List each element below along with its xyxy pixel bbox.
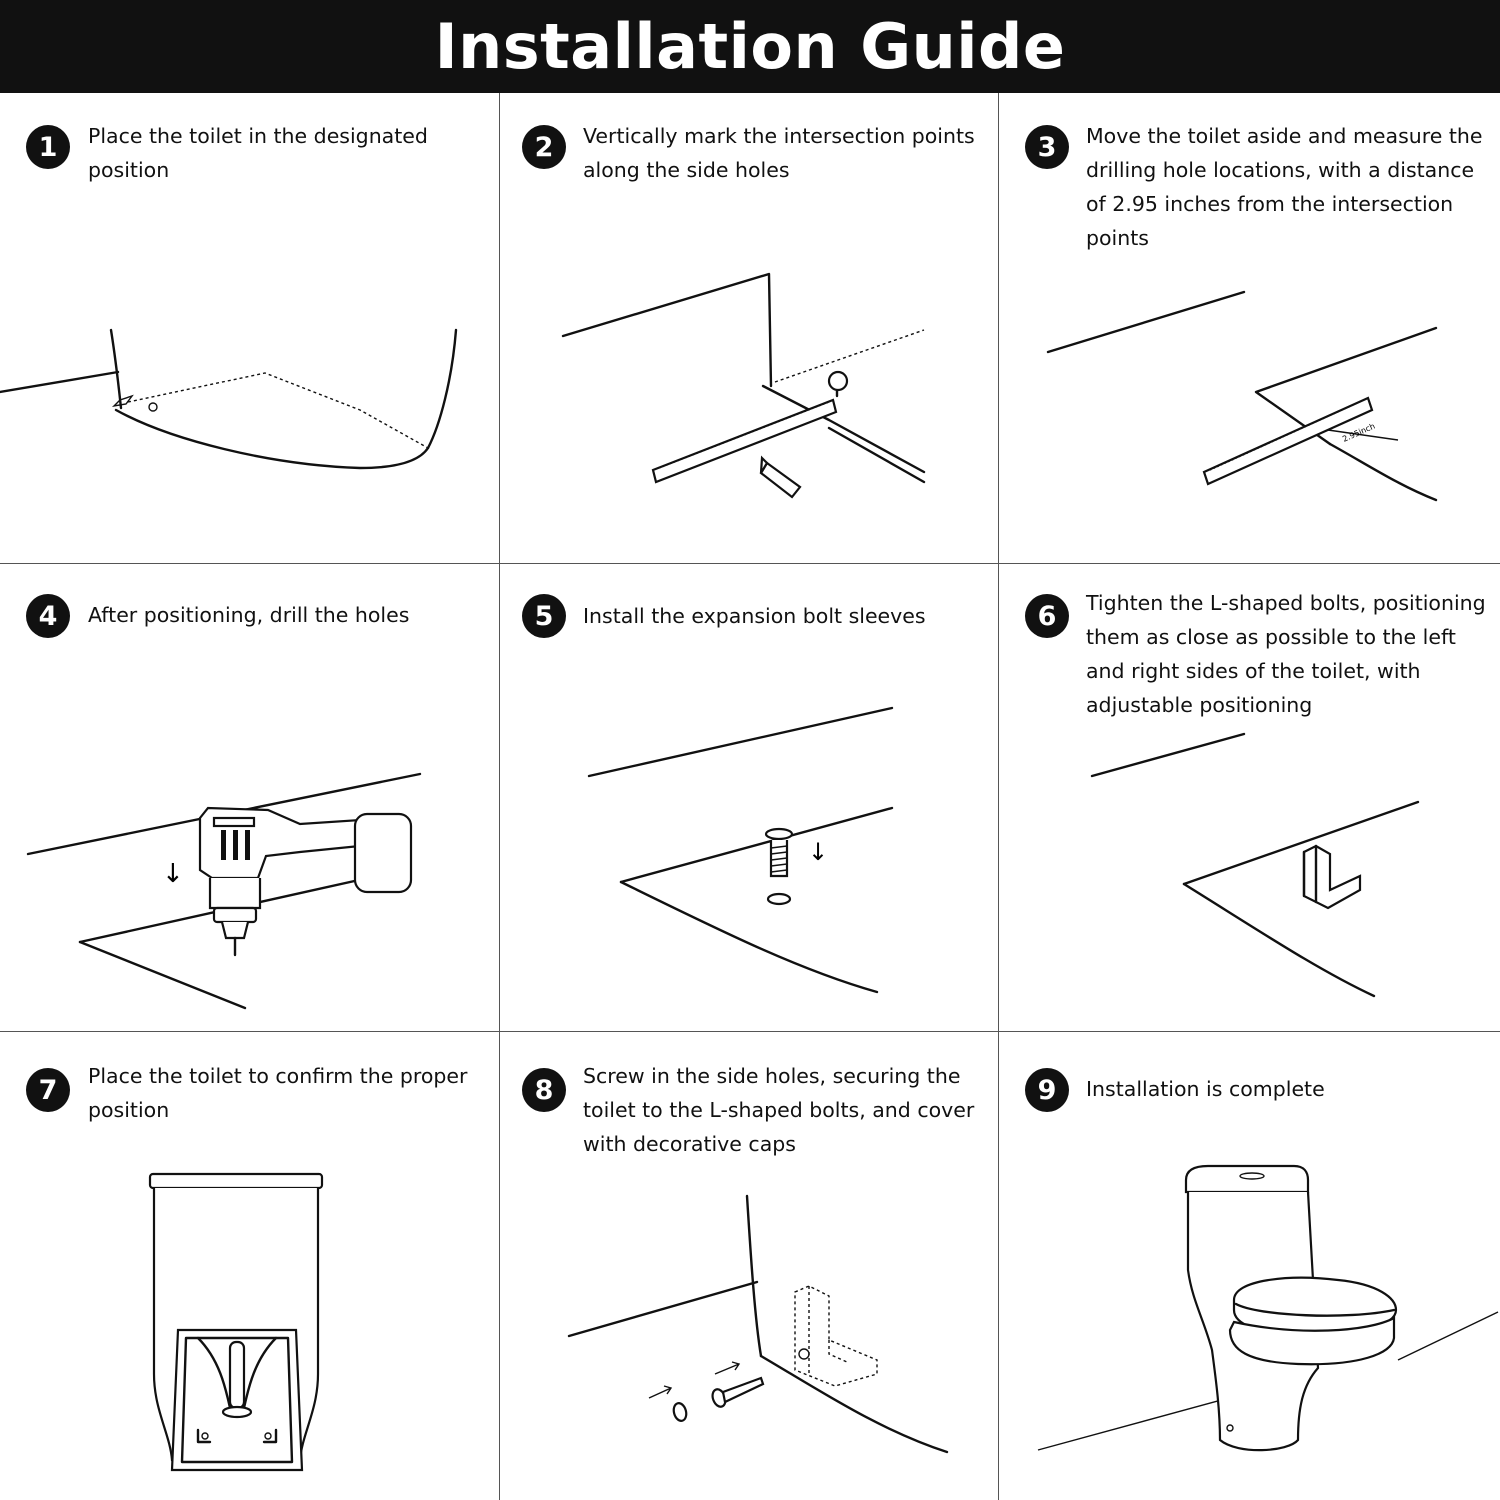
page-title: Installation Guide [434, 10, 1066, 83]
step-3-number-badge: 3 [1025, 125, 1069, 169]
step-7-number-badge: 7 [26, 1068, 70, 1112]
step-4-number-badge: 4 [26, 594, 70, 638]
step-9-text: Installation is complete [1086, 1077, 1325, 1101]
l-bracket-dashed-icon [795, 1286, 877, 1386]
step-1-text: Place the toilet in the designated position [88, 124, 428, 182]
ruler-icon [653, 400, 836, 482]
ruler-measure-label: 2.95inch [1341, 421, 1377, 444]
grid-divider-horizontal-2 [0, 1031, 1500, 1032]
toilet-complete-icon [1186, 1166, 1396, 1450]
step-8-illustration [499, 1180, 998, 1480]
step-3-text: Move the toilet aside and measure the drilling hole locations, with a distance of 2.95 inches from the intersection points [1086, 124, 1483, 250]
step-6-number-badge: 6 [1025, 594, 1069, 638]
header-bar [0, 0, 1500, 93]
drill-icon [200, 808, 411, 955]
step-6-illustration [998, 720, 1500, 1010]
step-5-illustration [499, 700, 998, 1000]
grid-divider-horizontal-1 [0, 563, 1500, 564]
down-arrow-icon: ↓ [808, 838, 829, 866]
step-6-text: Tighten the L-shaped bolts, positioning them as close as possible to the left and right sides of the toilet, with adjustable positioning [1086, 591, 1486, 717]
step-2-illustration [499, 260, 998, 520]
step-1-number-badge: 1 [26, 125, 70, 169]
toilet-back-view-icon [150, 1174, 322, 1470]
expansion-sleeve-icon [766, 829, 792, 876]
step-4-text: After positioning, drill the holes [88, 603, 410, 627]
step-5-text: Install the expansion bolt sleeves [583, 604, 926, 628]
step-4-illustration [0, 760, 499, 1020]
step-9-number-badge: 9 [1025, 1068, 1069, 1112]
screw-icon [710, 1378, 763, 1409]
pencil-icon [761, 458, 800, 497]
step-1-illustration [0, 300, 499, 500]
step-7-text: Place the toilet to confirm the proper position [88, 1064, 468, 1122]
step-7-illustration [0, 1160, 499, 1490]
step-3-illustration [998, 280, 1500, 520]
down-arrow-icon: ↓ [162, 859, 184, 889]
decorative-cap-icon [672, 1402, 688, 1422]
step-2-text: Vertically mark the intersection points along the side holes [583, 124, 975, 182]
l-bracket-icon [1304, 846, 1360, 908]
step-2-number-badge: 2 [522, 125, 566, 169]
step-9-illustration [998, 1150, 1500, 1490]
step-5-number-badge: 5 [522, 594, 566, 638]
step-8-text: Screw in the side holes, securing the toilet to the L-shaped bolts, and cover with decorative caps [583, 1064, 975, 1156]
step-8-number-badge: 8 [522, 1068, 566, 1112]
